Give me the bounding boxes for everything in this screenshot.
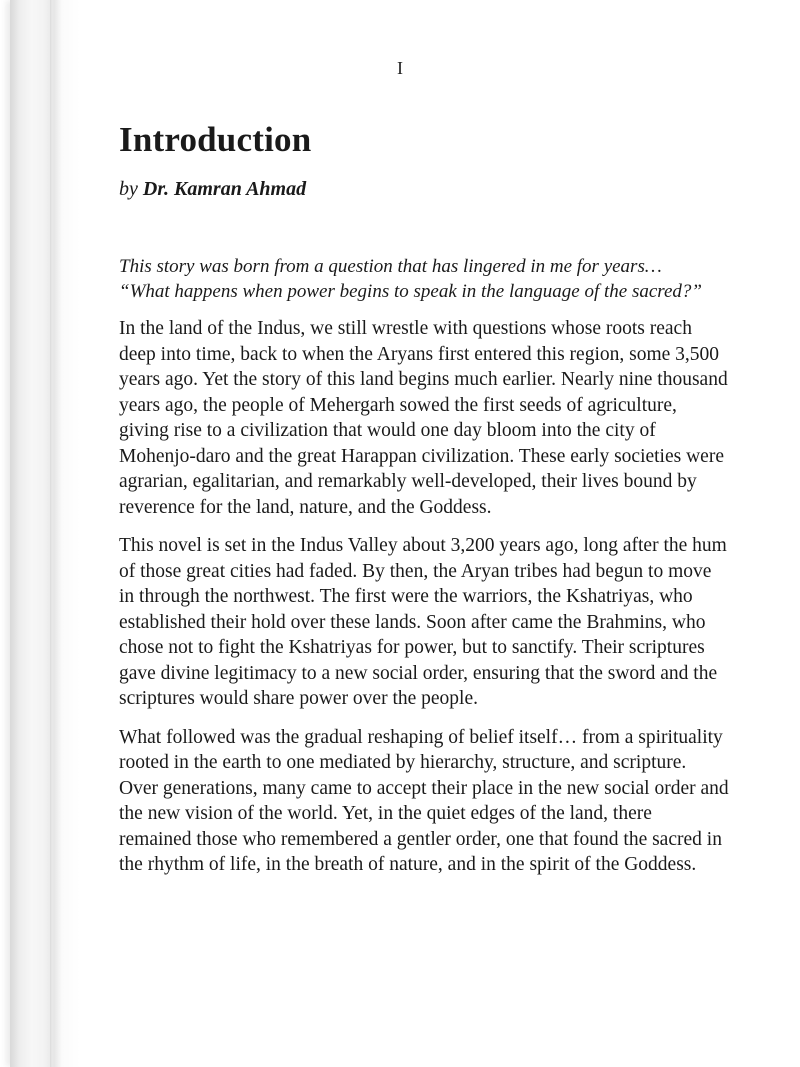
- author-name: Dr. Kamran Ahmad: [142, 178, 307, 200]
- epigraph-line: This story was born from a question that has lingered in me for years…: [119, 256, 662, 277]
- byline: [119, 178, 306, 201]
- page-number: I: [397, 58, 403, 78]
- paragraph: This novel is set in the Indus Valley about 3,200 years ago, long after the hum of those great cities had faded. By then, the Aryan tribes had begun to move in through the northwest. The first were the warriors, the Kshatriyas, who established their hold over these lands. Soon after came the Brahmins, who chose not to fight the Kshatriyas for power, but to sanctify. Their scriptures gave divine legitimacy to a new social order, ensuring that the sword and the scriptures would share power over the people.: [119, 535, 727, 709]
- body-text: [119, 254, 729, 891]
- chapter-title: Introduction: [119, 120, 312, 159]
- epigraph: [119, 254, 729, 304]
- byline-prefix: by: [119, 178, 138, 200]
- book-spine: [50, 0, 52, 1067]
- paragraph: What followed was the gradual reshaping of belief itself… from a spirituality rooted in the earth to one mediated by hierarchy, structure, and scripture. Over generations, many came to accept their place in the new social order and the new vision of the world. Yet, in the quiet edges of the land, there remained those who remembered a gentler order, one that found the sacred in the rhythm of life, in the breath of nature, and in the spirit of the Goddess.: [119, 726, 729, 875]
- paragraph: In the land of the Indus, we still wrestle with questions whose roots reach deep into time, back to when the Aryans first entered this region, some 3,500 years ago. Yet the story of this land begins much earlier. Nearly nine thousand years ago, the people of Mehergarh sowed the first seeds of agriculture, giving rise to a civilization that would one day bloom into the city of Mohenjo-daro and the great Harappan civilization. These early societies were agrarian, egalitarian, and remarkably well-developed, their lives bound by reverence for the land, nature, and the Goddess.: [119, 318, 728, 518]
- epigraph-line: “What happens when power begins to speak in the language of the sacred?”: [119, 281, 702, 302]
